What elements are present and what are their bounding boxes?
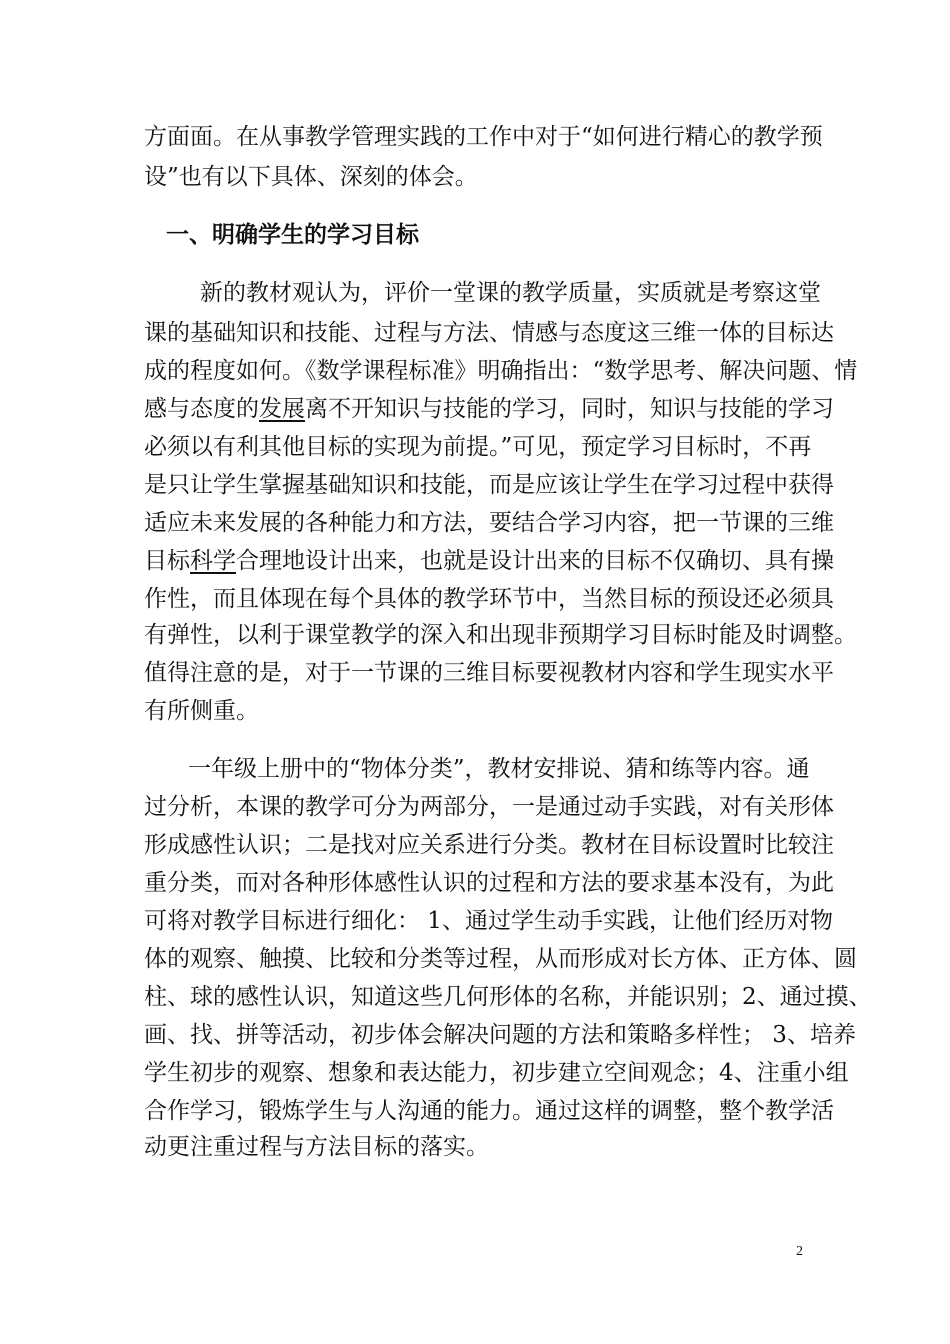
- para2-line-8: 画、找、拼等活动，初步体会解决问题的方法和策略多样性； 3、培养: [144, 1022, 856, 1048]
- para2-line-10: 合作学习，锻炼学生与人沟通的能力。通过这样的调整，整个教学活: [144, 1098, 834, 1124]
- section-heading: 一、明确学生的学习目标: [166, 222, 419, 248]
- para1-line-4-pre: 感与态度的: [144, 396, 259, 422]
- para2-line-6: 体的观察、触摸、比较和分类等过程，从而形成对长方体、正方体、圆: [144, 946, 857, 972]
- para2-line-4: 重分类，而对各种形体感性认识的过程和方法的要求基本没有，为此: [144, 870, 834, 896]
- para1-line-5: 必须以有利其他目标的实现为前提。”可见，预定学习目标时，不再: [144, 434, 812, 460]
- link-kexue[interactable]: 科学: [190, 548, 236, 574]
- para1-line-2: 课的基础知识和技能、过程与方法、情感与态度这三维一体的目标达: [144, 320, 834, 346]
- para1-line-10: 有弹性，以利于课堂教学的深入和出现非预期学习目标时能及时调整。: [144, 622, 857, 648]
- para1-line-6: 是只让学生掌握基础知识和技能，而是应该让学生在学习过程中获得: [144, 472, 834, 498]
- para1-line-4: [144, 394, 834, 424]
- para1-line-9: 作性，而且体现在每个具体的教学环节中，当然目标的预设还必须具: [144, 586, 834, 612]
- para1-line-11: 值得注意的是，对于一节课的三维目标要视教材内容和学生现实水平: [144, 660, 834, 686]
- para2-line-7: 柱、球的感性认识，知道这些几何形体的名称，并能识别；2、通过摸、: [144, 984, 872, 1010]
- para1-line-1: 新的教材观认为，评价一堂课的教学质量，实质就是考察这堂: [200, 280, 821, 306]
- link-fazhan[interactable]: 发展: [259, 396, 305, 422]
- para2-line-3: 形成感性认识；二是找对应关系进行分类。教材在目标设置时比较注: [144, 832, 834, 858]
- para1-line-8-post: 合理地设计出来，也就是设计出来的目标不仅确切、具有操: [236, 548, 834, 574]
- para2-line-2: 过分析，本课的教学可分为两部分，一是通过动手实践，对有关形体: [144, 794, 834, 820]
- intro-line-1: 方面面。在从事教学管理实践的工作中对于“如何进行精心的教学预: [144, 124, 823, 150]
- para2-line-5: 可将对教学目标进行细化： 1、通过学生动手实践，让他们经历对物: [144, 908, 833, 934]
- intro-line-2: 设”也有以下具体、深刻的体会。: [144, 164, 478, 190]
- para1-line-3: 成的程度如何。《数学课程标准》明确指出：“数学思考、解决问题、情: [144, 358, 858, 384]
- para1-line-8: [144, 546, 834, 576]
- para2-line-1: 一年级上册中的“物体分类”，教材安排说、猜和练等内容。通: [188, 756, 810, 782]
- para2-line-11: 动更注重过程与方法目标的落实。: [144, 1134, 489, 1160]
- para1-line-8-pre: 目标: [144, 548, 190, 574]
- para2-line-9: 学生初步的观察、想象和表达能力，初步建立空间观念；4、注重小组: [144, 1060, 849, 1086]
- para1-line-12: 有所侧重。: [144, 698, 259, 724]
- para1-line-4-post: 离不开知识与技能的学习，同时，知识与技能的学习: [305, 396, 834, 422]
- page-number: 2: [796, 1244, 803, 1259]
- para1-line-7: 适应未来发展的各种能力和方法，要结合学习内容，把一节课的三维: [144, 510, 834, 536]
